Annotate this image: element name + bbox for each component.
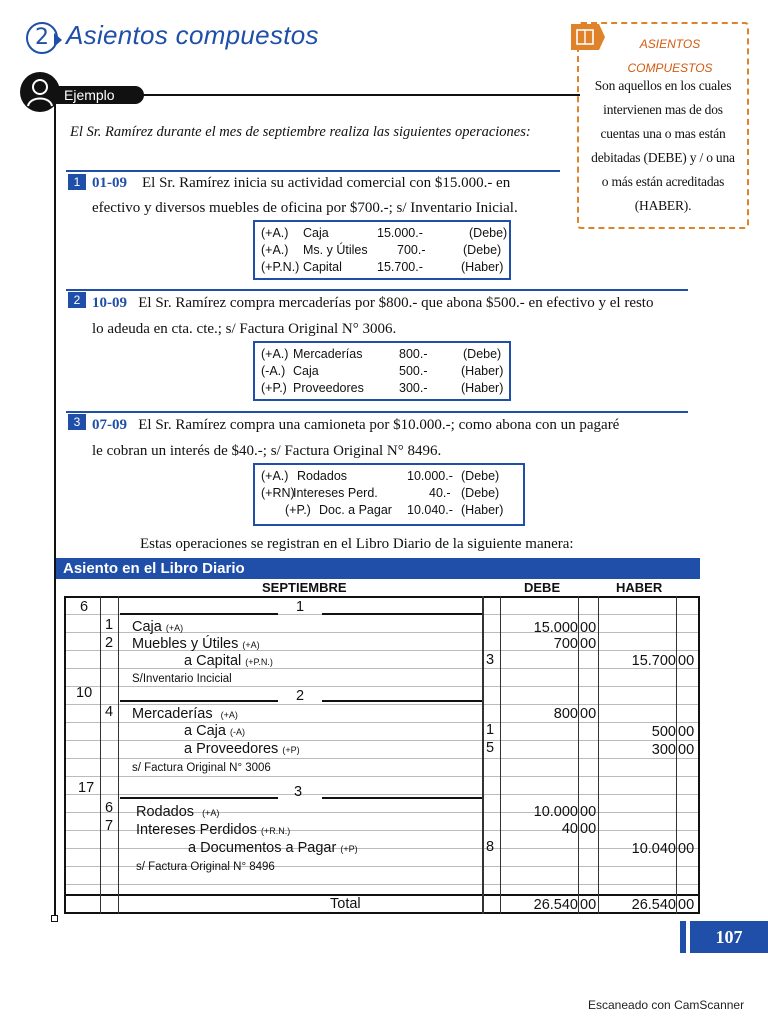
- debe-amount: 800: [553, 706, 578, 722]
- example-label: Ejemplo: [52, 86, 144, 104]
- definition-title: ASIENTOS COMPUESTOS: [627, 37, 713, 75]
- account-ref: 4: [105, 704, 114, 720]
- folio: 5: [486, 740, 495, 756]
- haber-cents: 00: [678, 841, 695, 857]
- operation-number: 3: [68, 414, 86, 430]
- debe-cents: 00: [580, 636, 597, 652]
- account-ref: 7: [105, 818, 114, 834]
- folio: 1: [486, 722, 495, 738]
- account-name: a Documentos a Pagar (+P): [188, 840, 358, 856]
- account-name: Caja (+A): [132, 619, 184, 635]
- total-haber-cents: 00: [678, 897, 695, 913]
- asiento-number: 2: [296, 688, 305, 704]
- operation-line: 01-09 El Sr. Ramírez inicia su actividad comercial con $15.000.- en: [92, 175, 511, 191]
- debe-cents: 00: [580, 821, 597, 837]
- haber-amount: 15.700: [631, 653, 676, 669]
- account-name: a Capital (+P.N.): [184, 653, 273, 669]
- entry-note: S/Inventario Incicial: [132, 673, 232, 685]
- total-debe-cents: 00: [580, 897, 597, 913]
- debe-amount: 15.000: [533, 620, 578, 636]
- account-name: Rodados (+A): [136, 804, 220, 820]
- entry-note: s/ Factura Original N° 8496: [136, 861, 275, 873]
- account-name: a Caja (-A): [184, 723, 245, 739]
- summary-row: (+RN) Intereses Perd. 40.- (Debe): [261, 486, 500, 500]
- debe-amount: 40: [561, 821, 578, 837]
- haber-cents: 00: [678, 742, 695, 758]
- haber-amount: 10.040: [631, 841, 676, 857]
- asiento-number: 1: [296, 599, 305, 615]
- debe-amount: 10.000: [533, 804, 578, 820]
- closing-sentence: Estas operaciones se registran en el Libro Diario de la siguiente manera:: [140, 536, 574, 552]
- debe-amount: 700: [553, 636, 578, 652]
- summary-row: (+P.) Doc. a Pagar 10.040.- (Haber): [285, 503, 504, 517]
- entry-summary-table: [253, 463, 525, 526]
- asiento-number: 3: [294, 784, 303, 800]
- account-name: Mercaderías (+A): [132, 706, 238, 722]
- total-haber: 26.540: [631, 897, 676, 913]
- libro-diario-banner: Asiento en el Libro Diario: [56, 558, 700, 579]
- total-debe: 26.540: [533, 897, 578, 913]
- divider: [140, 94, 580, 96]
- operation-line: efectivo y diversos muebles de oficina por $700.-; s/ Inventario Inicial.: [92, 200, 518, 216]
- section-number-badge: 2: [26, 22, 58, 54]
- haber-cents: 00: [678, 653, 695, 669]
- summary-row: (-A.) Caja 500.- (Haber): [261, 364, 504, 378]
- summary-row: (+A.) Rodados 10.000.- (Debe): [261, 469, 500, 483]
- scanner-watermark: Escaneado con CamScanner: [588, 998, 745, 1012]
- operation-line: le cobran un interés de $40.-; s/ Factura Original N° 8496.: [92, 443, 442, 459]
- example-intro: El Sr. Ramírez durante el mes de septiembre realiza las siguientes operaciones:: [70, 124, 531, 140]
- operation-date: 10-09: [92, 295, 127, 311]
- folio: 3: [486, 652, 495, 668]
- total-label: Total: [330, 896, 361, 912]
- summary-row: (+A.) Mercaderías 800.- (Debe): [261, 347, 502, 361]
- definition-text: Son aquellos en los cuales intervienen mas de dos cuentas una o mas están debitadas (DEBE) y / o una o más están acreditadas (HABER).: [591, 78, 735, 213]
- operation-line: 10-09 El Sr. Ramírez compra mercaderías por $800.- que abona $500.- en efectivo y el resto: [92, 295, 654, 311]
- account-name: Intereses Perdidos (+R.N.): [136, 822, 291, 838]
- entry-day: 17: [78, 780, 95, 796]
- entry-summary-table: [253, 341, 511, 401]
- entry-note: s/ Factura Original N° 3006: [132, 762, 271, 774]
- summary-row: (+P.N.) Capital 15.700.- (Haber): [261, 260, 504, 274]
- haber-header: HABER: [616, 580, 663, 595]
- entry-day: 6: [80, 599, 89, 615]
- account-name: a Proveedores (+P): [184, 741, 300, 757]
- operation-date: 07-09: [92, 417, 127, 433]
- page-title: Asientos compuestos: [66, 20, 319, 50]
- debe-cents: 00: [580, 804, 597, 820]
- haber-cents: 00: [678, 724, 695, 740]
- account-ref: 2: [105, 635, 114, 651]
- left-rule-end: [51, 915, 58, 922]
- left-rule: [54, 104, 56, 916]
- account-name: Muebles y Útiles (+A): [132, 636, 260, 652]
- account-ref: 6: [105, 800, 114, 816]
- operation-line: lo adeuda en cta. cte.; s/ Factura Original N° 3006.: [92, 321, 397, 337]
- folio: 8: [486, 839, 495, 855]
- operation-number: 2: [68, 292, 86, 308]
- entry-summary-table: [253, 220, 511, 280]
- summary-row: (+A.) Ms. y Útiles 700.- (Debe): [261, 243, 502, 257]
- haber-amount: 300: [651, 742, 676, 758]
- debe-header: DEBE: [524, 580, 561, 595]
- haber-amount: 500: [651, 724, 676, 740]
- entry-day: 10: [76, 685, 93, 701]
- operation-date: 01-09: [92, 175, 127, 191]
- operation-line: 07-09 El Sr. Ramírez compra una camioneta por $10.000.-; como abona con un pagaré: [92, 417, 620, 433]
- account-ref: 1: [105, 617, 114, 633]
- summary-row: (+P.) Proveedores 300.- (Haber): [261, 381, 504, 395]
- debe-cents: 00: [580, 620, 597, 636]
- month-header: SEPTIEMBRE: [262, 580, 347, 595]
- debe-cents: 00: [580, 706, 597, 722]
- page-number: 107: [686, 921, 768, 953]
- operation-number: 1: [68, 174, 86, 190]
- summary-row: (+A.) Caja 15.000.- (Debe): [261, 226, 508, 240]
